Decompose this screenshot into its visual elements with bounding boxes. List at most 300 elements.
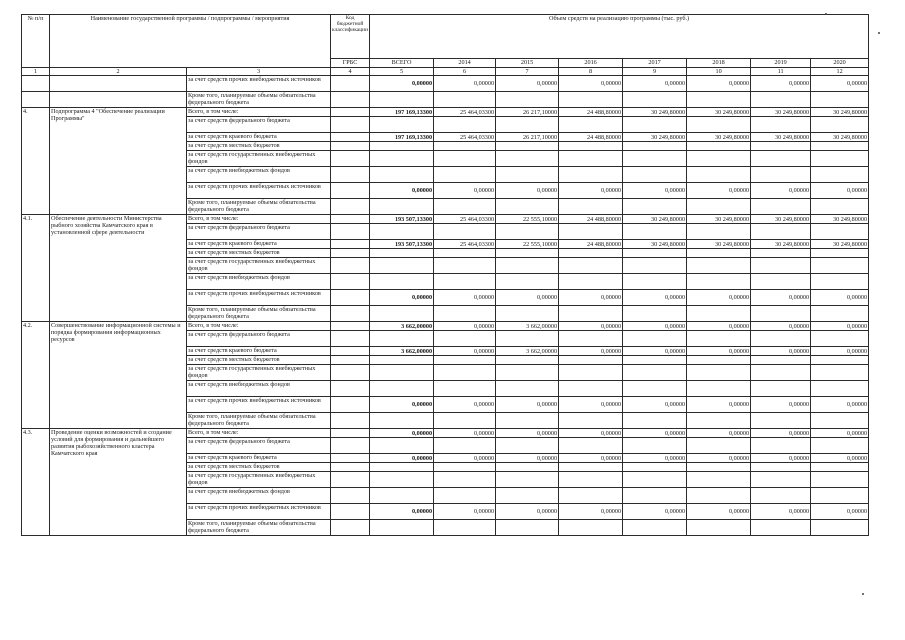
year-value	[623, 413, 687, 429]
funding-source: за счет средств внебюджетных фондов	[187, 381, 331, 397]
year-value: 0,00000	[811, 397, 869, 413]
year-value	[434, 258, 496, 274]
header-total: ВСЕГО	[370, 59, 434, 68]
year-value	[434, 199, 496, 215]
year-value	[559, 199, 623, 215]
year-value	[751, 438, 811, 454]
year-value	[434, 472, 496, 488]
year-value: 0,00000	[751, 454, 811, 463]
year-value	[751, 142, 811, 151]
year-value: 26 217,10000	[496, 108, 559, 117]
year-value	[751, 472, 811, 488]
year-value	[434, 438, 496, 454]
total-value	[370, 224, 434, 240]
year-value	[811, 488, 869, 504]
year-value: 30 249,80000	[811, 215, 869, 224]
year-value	[559, 258, 623, 274]
header-num: № п/п	[22, 15, 50, 68]
year-value	[434, 356, 496, 365]
year-value	[751, 199, 811, 215]
total-value: 3 662,00000	[370, 347, 434, 356]
year-value: 0,00000	[687, 504, 751, 520]
year-value	[496, 249, 559, 258]
header-volume: Объем средств на реализацию программы (тыс. руб.)	[370, 15, 869, 59]
year-value	[559, 488, 623, 504]
year-value	[687, 151, 751, 167]
year-value	[687, 199, 751, 215]
year-value: 3 662,00000	[496, 347, 559, 356]
total-value: 193 507,13300	[370, 240, 434, 249]
total-value	[370, 199, 434, 215]
header-year: 2018	[687, 59, 751, 68]
year-value: 30 249,80000	[751, 215, 811, 224]
funding-source: за счет средств прочих внебюджетных источников	[187, 183, 331, 199]
year-value: 0,00000	[687, 454, 751, 463]
column-number: 10	[687, 68, 751, 76]
year-value: 0,00000	[751, 397, 811, 413]
year-value	[434, 463, 496, 472]
header-year: 2015	[496, 59, 559, 68]
year-value	[687, 142, 751, 151]
grbs-cell	[331, 117, 370, 133]
year-value	[496, 258, 559, 274]
year-value	[751, 249, 811, 258]
year-value	[687, 117, 751, 133]
year-value	[434, 331, 496, 347]
table-row	[22, 429, 869, 438]
year-value: 0,00000	[751, 322, 811, 331]
year-value	[559, 249, 623, 258]
year-value: 24 488,80000	[559, 108, 623, 117]
num-cell	[22, 76, 50, 92]
year-value: 25 464,03300	[434, 133, 496, 142]
table-row	[22, 92, 869, 108]
year-value: 0,00000	[623, 347, 687, 356]
grbs-cell	[331, 133, 370, 142]
year-value: 30 249,80000	[687, 108, 751, 117]
year-value	[751, 117, 811, 133]
year-value	[496, 117, 559, 133]
year-value	[751, 306, 811, 322]
grbs-cell	[331, 429, 370, 438]
year-value: 30 249,80000	[623, 108, 687, 117]
year-value: 0,00000	[559, 454, 623, 463]
year-value	[623, 199, 687, 215]
year-value: 0,00000	[434, 504, 496, 520]
year-value	[434, 142, 496, 151]
funding-source: Кроме того, планируемые объемы обязательства федерального бюджета	[187, 413, 331, 429]
year-value: 0,00000	[687, 347, 751, 356]
grbs-cell	[331, 142, 370, 151]
year-value	[623, 224, 687, 240]
grbs-cell	[331, 520, 370, 536]
year-value: 0,00000	[434, 290, 496, 306]
year-value	[623, 249, 687, 258]
funding-source: за счет средств федерального бюджета	[187, 438, 331, 454]
year-value	[496, 167, 559, 183]
year-value	[559, 306, 623, 322]
year-value: 30 249,80000	[623, 240, 687, 249]
year-value	[687, 463, 751, 472]
funding-source: Кроме того, планируемые объемы обязательства федерального бюджета	[187, 199, 331, 215]
section-title: Подпрограмма 4 "Обеспечение реализации Программы"	[50, 108, 187, 215]
year-value: 0,00000	[811, 347, 869, 356]
year-value	[811, 274, 869, 290]
year-value	[751, 274, 811, 290]
year-value: 0,00000	[811, 429, 869, 438]
year-value	[623, 274, 687, 290]
total-value	[370, 306, 434, 322]
year-value	[687, 224, 751, 240]
year-value	[623, 356, 687, 365]
year-value: 0,00000	[496, 429, 559, 438]
year-value	[687, 274, 751, 290]
total-value: 0,00000	[370, 76, 434, 92]
funding-source: Кроме того, планируемые объемы обязательства федерального бюджета	[187, 306, 331, 322]
grbs-cell	[331, 356, 370, 365]
total-value	[370, 249, 434, 258]
name-cell	[50, 92, 187, 108]
year-value: 0,00000	[559, 322, 623, 331]
total-value	[370, 365, 434, 381]
year-value: 24 488,80000	[559, 133, 623, 142]
year-value: 0,00000	[751, 347, 811, 356]
year-value	[687, 249, 751, 258]
grbs-cell	[331, 258, 370, 274]
year-value: 0,00000	[623, 322, 687, 331]
total-value	[370, 258, 434, 274]
year-value	[434, 167, 496, 183]
year-value: 0,00000	[559, 504, 623, 520]
year-value: 0,00000	[434, 183, 496, 199]
header-year: 2014	[434, 59, 496, 68]
total-value	[370, 356, 434, 365]
year-value	[496, 520, 559, 536]
table-row	[22, 108, 869, 117]
year-value: 0,00000	[687, 429, 751, 438]
scan-speck	[825, 13, 827, 15]
year-value: 24 488,80000	[559, 215, 623, 224]
year-value: 30 249,80000	[751, 108, 811, 117]
funding-source: за счет средств краевого бюджета	[187, 240, 331, 249]
funding-source: за счет средств федерального бюджета	[187, 224, 331, 240]
grbs-cell	[331, 290, 370, 306]
year-value	[434, 488, 496, 504]
grbs-cell	[331, 199, 370, 215]
year-value	[496, 365, 559, 381]
num-cell	[22, 92, 50, 108]
year-value	[751, 381, 811, 397]
year-value	[751, 151, 811, 167]
scan-speck	[878, 32, 880, 34]
funding-source: за счет средств местных бюджетов	[187, 142, 331, 151]
year-value	[559, 356, 623, 365]
year-value	[687, 520, 751, 536]
year-value: 30 249,80000	[687, 133, 751, 142]
total-value: 0,00000	[370, 397, 434, 413]
name-cell	[50, 76, 187, 92]
year-value	[687, 488, 751, 504]
year-value	[434, 224, 496, 240]
year-value	[687, 413, 751, 429]
year-value	[811, 92, 869, 108]
year-value	[811, 167, 869, 183]
column-number: 1	[22, 68, 50, 76]
year-value	[623, 381, 687, 397]
total-value	[370, 463, 434, 472]
year-value	[623, 306, 687, 322]
year-value	[623, 167, 687, 183]
year-value: 0,00000	[559, 76, 623, 92]
grbs-cell	[331, 472, 370, 488]
year-value	[559, 438, 623, 454]
total-value: 197 169,13300	[370, 133, 434, 142]
year-value	[434, 274, 496, 290]
year-value	[751, 463, 811, 472]
year-value	[434, 117, 496, 133]
year-value: 25 464,03300	[434, 240, 496, 249]
total-value	[370, 331, 434, 347]
grbs-cell	[331, 108, 370, 117]
year-value: 0,00000	[434, 454, 496, 463]
year-value: 0,00000	[811, 290, 869, 306]
funding-source: Всего, в том числе:	[187, 429, 331, 438]
funding-source: за счет средств внебюджетных фондов	[187, 488, 331, 504]
year-value	[811, 413, 869, 429]
year-value	[496, 356, 559, 365]
year-value	[687, 472, 751, 488]
year-value: 0,00000	[496, 76, 559, 92]
year-value	[559, 151, 623, 167]
year-value: 30 249,80000	[623, 133, 687, 142]
funding-source: за счет средств внебюджетных фондов	[187, 167, 331, 183]
year-value: 0,00000	[496, 504, 559, 520]
column-number: 7	[496, 68, 559, 76]
year-value: 0,00000	[751, 429, 811, 438]
column-number: 8	[559, 68, 623, 76]
year-value	[559, 472, 623, 488]
year-value: 0,00000	[623, 397, 687, 413]
year-value	[811, 224, 869, 240]
year-value: 0,00000	[434, 322, 496, 331]
year-value	[811, 117, 869, 133]
total-value	[370, 520, 434, 536]
year-value	[496, 381, 559, 397]
column-number: 5	[370, 68, 434, 76]
funding-source: Всего, в том числе:	[187, 215, 331, 224]
year-value	[811, 151, 869, 167]
year-value	[496, 488, 559, 504]
year-value	[559, 167, 623, 183]
year-value	[496, 142, 559, 151]
year-value	[687, 365, 751, 381]
year-value: 0,00000	[559, 429, 623, 438]
funding-source: за счет средств прочих внебюджетных источников	[187, 290, 331, 306]
year-value	[687, 381, 751, 397]
year-value: 30 249,80000	[811, 133, 869, 142]
total-value	[370, 413, 434, 429]
grbs-cell	[331, 76, 370, 92]
year-value	[559, 92, 623, 108]
funding-source: за счет средств краевого бюджета	[187, 347, 331, 356]
year-value	[811, 438, 869, 454]
grbs-cell	[331, 215, 370, 224]
funding-source: Кроме того, планируемые объемы обязательства федерального бюджета	[187, 92, 331, 108]
funding-source: за счет средств федерального бюджета	[187, 117, 331, 133]
year-value	[811, 472, 869, 488]
funding-source: за счет средств прочих внебюджетных источников	[187, 504, 331, 520]
header-year: 2016	[559, 59, 623, 68]
funding-source: за счет средств государственных внебюджетных фондов	[187, 258, 331, 274]
year-value: 30 249,80000	[811, 240, 869, 249]
year-value	[751, 167, 811, 183]
year-value	[687, 258, 751, 274]
year-value	[623, 463, 687, 472]
grbs-cell	[331, 397, 370, 413]
year-value: 0,00000	[559, 397, 623, 413]
column-number: 9	[623, 68, 687, 76]
column-number: 2	[50, 68, 187, 76]
funding-source: за счет средств местных бюджетов	[187, 249, 331, 258]
year-value: 0,00000	[623, 429, 687, 438]
year-value	[434, 365, 496, 381]
section-title: Обеспечение деятельности Министерства рыбного хозяйства Камчатского края в установленной сфере деятельности	[50, 215, 187, 322]
funding-source: за счет средств государственных внебюджетных фондов	[187, 472, 331, 488]
table-row	[22, 215, 869, 224]
section-number: 4.	[22, 108, 50, 215]
funding-source: Кроме того, планируемые объемы обязательства федерального бюджета	[187, 520, 331, 536]
section-number: 4.2.	[22, 322, 50, 429]
total-value: 0,00000	[370, 290, 434, 306]
year-value	[496, 92, 559, 108]
year-value: 0,00000	[751, 504, 811, 520]
year-value	[811, 258, 869, 274]
year-value: 0,00000	[496, 290, 559, 306]
year-value	[687, 356, 751, 365]
grbs-cell	[331, 167, 370, 183]
grbs-cell	[331, 463, 370, 472]
year-value	[623, 117, 687, 133]
year-value	[434, 381, 496, 397]
grbs-cell	[331, 331, 370, 347]
year-value: 0,00000	[434, 76, 496, 92]
year-value: 0,00000	[751, 290, 811, 306]
year-value	[434, 413, 496, 429]
year-value	[811, 520, 869, 536]
grbs-cell	[331, 183, 370, 199]
year-value: 30 249,80000	[751, 240, 811, 249]
year-value	[496, 463, 559, 472]
year-value	[811, 249, 869, 258]
header-year: 2017	[623, 59, 687, 68]
year-value	[687, 331, 751, 347]
year-value	[687, 438, 751, 454]
year-value	[559, 117, 623, 133]
year-value: 3 662,00000	[496, 322, 559, 331]
year-value	[496, 413, 559, 429]
year-value: 30 249,80000	[623, 215, 687, 224]
year-value	[496, 274, 559, 290]
year-value: 22 555,10000	[496, 215, 559, 224]
header-grbs: ГРБС	[331, 59, 370, 68]
year-value: 0,00000	[687, 322, 751, 331]
grbs-cell	[331, 504, 370, 520]
funding-source: за счет средств краевого бюджета	[187, 133, 331, 142]
year-value: 30 249,80000	[687, 215, 751, 224]
year-value	[751, 413, 811, 429]
year-value	[623, 520, 687, 536]
year-value: 0,00000	[623, 290, 687, 306]
funding-source: за счет средств прочих внебюджетных источников	[187, 397, 331, 413]
section-number: 4.3.	[22, 429, 50, 536]
column-number: 12	[811, 68, 869, 76]
total-value	[370, 472, 434, 488]
year-value: 0,00000	[751, 183, 811, 199]
funding-source: за счет средств государственных внебюджетных фондов	[187, 151, 331, 167]
year-value	[751, 92, 811, 108]
budget-table	[21, 14, 869, 536]
funding-source: за счет средств местных бюджетов	[187, 356, 331, 365]
column-number: 6	[434, 68, 496, 76]
year-value: 30 249,80000	[751, 133, 811, 142]
year-value: 0,00000	[496, 454, 559, 463]
funding-source: за счет средств внебюджетных фондов	[187, 274, 331, 290]
year-value	[623, 331, 687, 347]
grbs-cell	[331, 240, 370, 249]
year-value	[496, 472, 559, 488]
year-value	[687, 306, 751, 322]
year-value	[496, 199, 559, 215]
grbs-cell	[331, 249, 370, 258]
funding-source: за счет средств местных бюджетов	[187, 463, 331, 472]
total-value	[370, 92, 434, 108]
year-value	[434, 249, 496, 258]
funding-source: за счет средств прочих внебюджетных источников	[187, 76, 331, 92]
year-value: 0,00000	[623, 183, 687, 199]
year-value	[623, 488, 687, 504]
total-value	[370, 151, 434, 167]
table-row	[22, 76, 869, 92]
year-value	[751, 365, 811, 381]
total-value: 0,00000	[370, 504, 434, 520]
column-number: 3	[187, 68, 331, 76]
year-value	[811, 356, 869, 365]
year-value	[811, 142, 869, 151]
year-value: 0,00000	[687, 397, 751, 413]
year-value	[751, 520, 811, 536]
year-value	[559, 413, 623, 429]
grbs-cell	[331, 365, 370, 381]
total-value: 3 662,00000	[370, 322, 434, 331]
year-value	[623, 92, 687, 108]
total-value: 0,00000	[370, 454, 434, 463]
year-value	[751, 258, 811, 274]
year-value	[811, 381, 869, 397]
total-value: 0,00000	[370, 183, 434, 199]
year-value	[434, 306, 496, 322]
header-name: Наименование государственной программы / подпрограммы / мероприятия	[50, 15, 331, 68]
grbs-cell	[331, 438, 370, 454]
grbs-cell	[331, 413, 370, 429]
year-value: 0,00000	[623, 504, 687, 520]
year-value	[623, 365, 687, 381]
year-value	[623, 142, 687, 151]
section-title: Проведение оценки возможностей и создание условий для формирования и дальнейшего развития рыбохозяйственного кластера Камчатского края	[50, 429, 187, 536]
grbs-cell	[331, 151, 370, 167]
grbs-cell	[331, 454, 370, 463]
year-value: 0,00000	[623, 454, 687, 463]
year-value	[811, 331, 869, 347]
